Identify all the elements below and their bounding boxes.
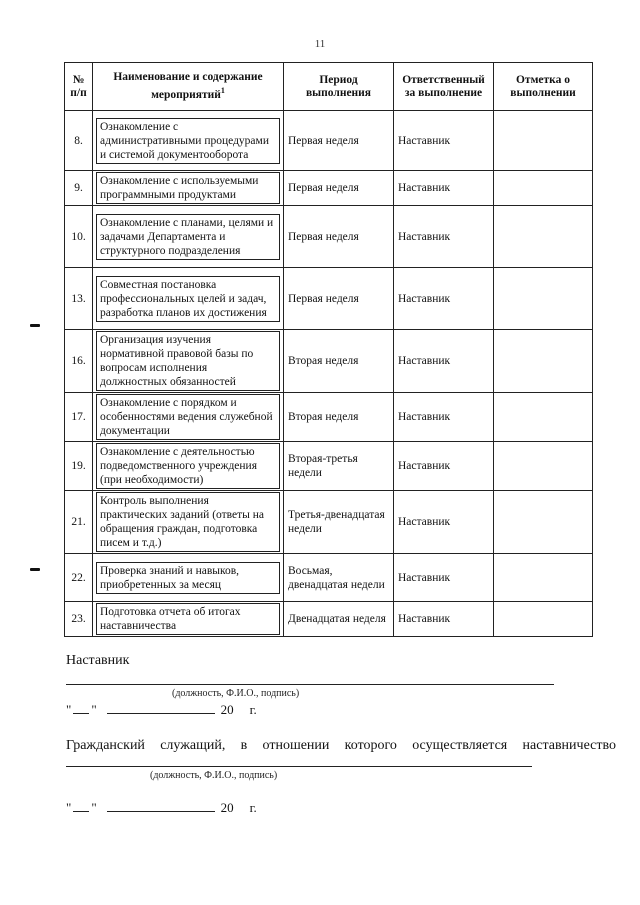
date-quote-close: " <box>91 800 97 815</box>
row-num: 13. <box>65 268 93 330</box>
date-quote-open: " <box>66 702 72 717</box>
table-row <box>65 111 593 171</box>
row-period: Вторая неделя <box>284 393 394 442</box>
row-activity <box>93 330 284 393</box>
row-num: 23. <box>65 602 93 637</box>
mentor-signature-line <box>66 684 554 685</box>
row-activity-text: Ознакомление с используемыми программными продуктами <box>96 172 280 204</box>
row-responsible: Наставник <box>394 602 494 637</box>
row-activity-text: Ознакомление с планами, целями и задачами Департамента и структурного подразделения <box>96 214 280 260</box>
mentor-label: Наставник <box>66 653 130 668</box>
row-mark <box>494 602 593 637</box>
date-quote-close: " <box>91 702 97 717</box>
row-period: Восьмая, двенадцатая недели <box>284 554 394 602</box>
servant-date-line <box>66 800 257 816</box>
table-row <box>65 330 593 393</box>
row-activity-text: Ознакомление с деятельностью подведомственного учреждения (при необходимости) <box>96 443 280 489</box>
row-num: 21. <box>65 491 93 554</box>
row-mark <box>494 491 593 554</box>
row-activity <box>93 111 284 171</box>
row-activity-text: Совместная постановка профессиональных целей и задач, разработка планов их достижения <box>96 276 280 322</box>
row-activity-text: Ознакомление с административными процедурами и системой документооборота <box>96 118 280 164</box>
row-num: 17. <box>65 393 93 442</box>
page-number: 11 <box>314 38 326 50</box>
row-mark <box>494 268 593 330</box>
row-mark <box>494 111 593 171</box>
mentoring-plan-table <box>64 62 593 637</box>
row-activity-text: Организация изучения нормативной правовой базы по вопросам исполнения должностных обязанностей <box>96 331 280 391</box>
date-year: 20 <box>220 800 234 815</box>
table-row <box>65 171 593 206</box>
row-activity <box>93 268 284 330</box>
row-mark <box>494 171 593 206</box>
margin-mark <box>30 324 40 327</box>
header-period: Период выполнения <box>284 63 394 111</box>
header-num: № п/п <box>65 63 93 111</box>
row-activity-text: Контроль выполнения практических заданий (ответы на обращения граждан, подготовка писем и т.д.) <box>96 492 280 552</box>
table-row <box>65 602 593 637</box>
row-num: 8. <box>65 111 93 171</box>
row-activity <box>93 442 284 491</box>
row-num: 9. <box>65 171 93 206</box>
table-row <box>65 442 593 491</box>
row-activity-text: Проверка знаний и навыков, приобретенных за месяц <box>96 562 280 594</box>
table-row <box>65 554 593 602</box>
date-suffix: г. <box>249 702 257 717</box>
row-activity <box>93 602 284 637</box>
row-activity <box>93 206 284 268</box>
row-activity <box>93 491 284 554</box>
date-quote-open: " <box>66 800 72 815</box>
row-num: 16. <box>65 330 93 393</box>
row-period: Первая неделя <box>284 171 394 206</box>
header-name-text: Наименование и содержание мероприятий <box>113 71 263 101</box>
date-year: 20 <box>220 702 234 717</box>
footnote-marker: 1 <box>220 86 225 96</box>
row-responsible: Наставник <box>394 491 494 554</box>
civil-servant-label: Гражданский служащий, в отношении которого осуществляется наставничество <box>66 738 616 753</box>
row-activity <box>93 554 284 602</box>
row-responsible: Наставник <box>394 111 494 171</box>
row-responsible: Наставник <box>394 206 494 268</box>
servant-signature-caption: (должность, Ф.И.О., подпись) <box>150 770 278 781</box>
row-mark <box>494 393 593 442</box>
table-row <box>65 393 593 442</box>
table-row <box>65 206 593 268</box>
mentor-date-line <box>66 702 257 718</box>
date-suffix: г. <box>249 800 257 815</box>
row-period: Вторая неделя <box>284 330 394 393</box>
row-mark <box>494 206 593 268</box>
row-mark <box>494 554 593 602</box>
row-responsible: Наставник <box>394 554 494 602</box>
date-month-blank <box>107 811 215 812</box>
header-mark: Отметка о выполнении <box>494 63 593 111</box>
row-activity-text: Подготовка отчета об итогах наставничества <box>96 603 280 635</box>
row-period: Первая неделя <box>284 206 394 268</box>
servant-signature-line <box>66 766 532 767</box>
row-responsible: Наставник <box>394 330 494 393</box>
row-responsible: Наставник <box>394 393 494 442</box>
row-period: Первая неделя <box>284 268 394 330</box>
date-month-blank <box>107 713 215 714</box>
margin-mark <box>30 568 40 571</box>
row-mark <box>494 330 593 393</box>
row-period: Третья-двенадцатая недели <box>284 491 394 554</box>
row-responsible: Наставник <box>394 171 494 206</box>
row-period: Двенадцатая неделя <box>284 602 394 637</box>
row-num: 22. <box>65 554 93 602</box>
header-name <box>93 63 284 111</box>
mentor-signature-caption: (должность, Ф.И.О., подпись) <box>172 688 300 699</box>
row-period: Первая неделя <box>284 111 394 171</box>
table-header-row <box>65 63 593 111</box>
row-num: 10. <box>65 206 93 268</box>
row-period: Вторая-третья недели <box>284 442 394 491</box>
table-row <box>65 491 593 554</box>
row-activity <box>93 171 284 206</box>
row-mark <box>494 442 593 491</box>
row-responsible: Наставник <box>394 442 494 491</box>
row-num: 19. <box>65 442 93 491</box>
date-day-blank <box>73 811 89 812</box>
row-activity-text: Ознакомление с порядком и особенностями ведения служебной документации <box>96 394 280 440</box>
header-responsible: Ответственный за выполнение <box>394 63 494 111</box>
row-activity <box>93 393 284 442</box>
table-row <box>65 268 593 330</box>
row-responsible: Наставник <box>394 268 494 330</box>
date-day-blank <box>73 713 89 714</box>
